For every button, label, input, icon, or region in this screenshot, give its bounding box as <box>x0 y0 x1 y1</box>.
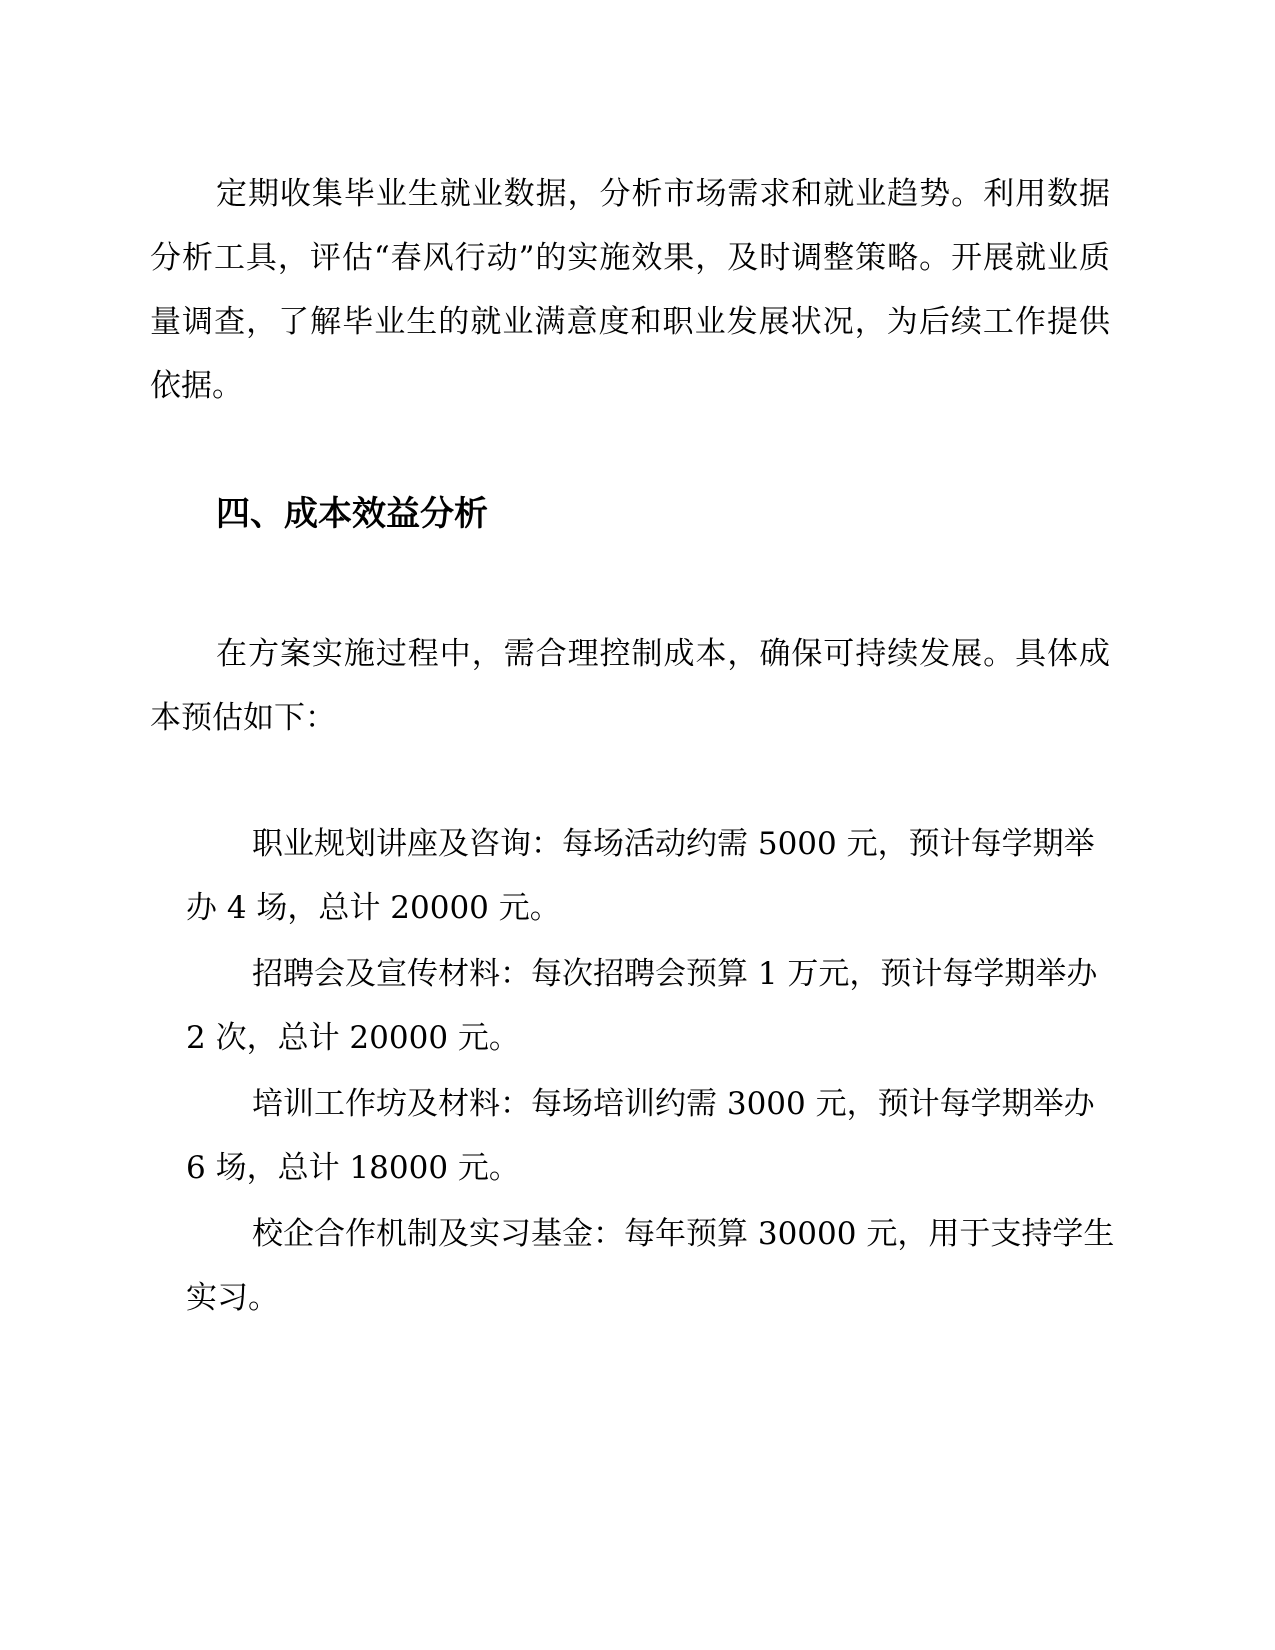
cost-item-internship-fund: 校企合作机制及实习基金：每年预算 30000 元，用于支持学生实习。 <box>186 1216 1115 1316</box>
paragraph-data-analysis: 定期收集毕业生就业数据，分析市场需求和就业趋势。利用数据分析工具，评估“春风行动”的实施效果，及时调整策略。开展就业质量调查，了解毕业生的就业满意度和职业发展状况，为后续工作提供依据。 <box>150 176 1110 404</box>
cost-item-career-lectures: 职业规划讲座及咨询：每场活动约需 5000 元，预计每学期举办 4 场，总计 20000 元。 <box>186 826 1095 926</box>
section-heading-cost-benefit: 四、成本效益分析 <box>216 494 488 534</box>
cost-item-training-workshops: 培训工作坊及材料：每场培训约需 3000 元，预计每学期举办 6 场，总计 18000 元。 <box>186 1086 1095 1186</box>
paragraph-cost-intro: 在方案实施过程中，需合理控制成本，确保可持续发展。具体成本预估如下： <box>150 636 1110 736</box>
cost-item-job-fairs: 招聘会及宣传材料：每次招聘会预算 1 万元，预计每学期举办 2 次，总计 20000 元。 <box>186 956 1098 1056</box>
